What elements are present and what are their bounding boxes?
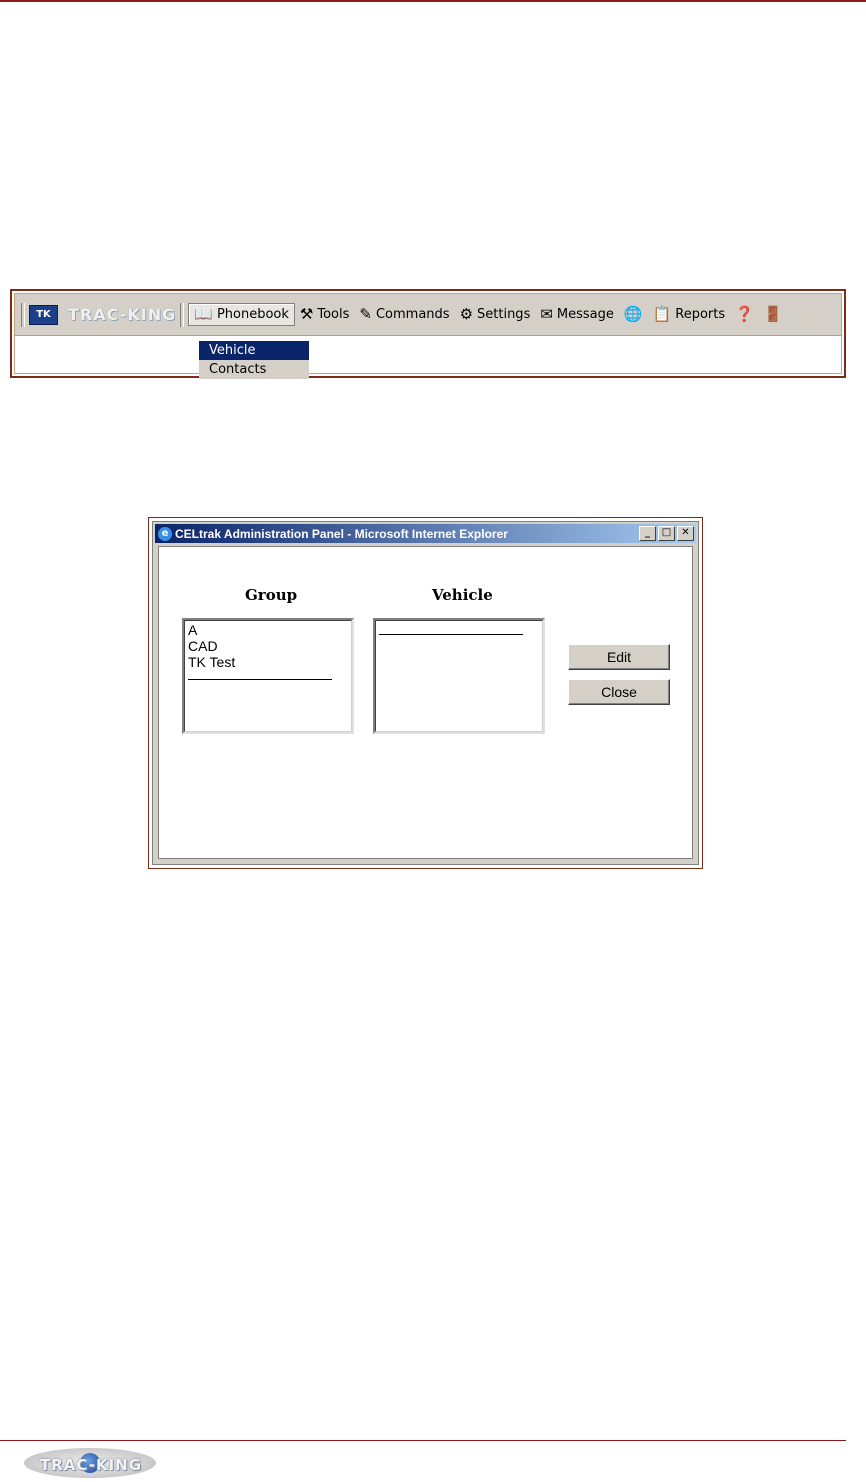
window-client-area xyxy=(158,546,693,859)
window-title: CELtrak Administration Panel - Microsoft Internet Explorer xyxy=(175,526,508,541)
toolbar-exit-button[interactable] xyxy=(759,304,788,325)
window-screenshot xyxy=(148,517,703,869)
trac-king-logo: TRAC-KING xyxy=(68,305,177,324)
exit-icon: 🚪 xyxy=(763,305,783,323)
toolbar-message-button[interactable] xyxy=(535,304,619,325)
bottom-rule xyxy=(0,1440,846,1441)
internet-explorer-icon: e xyxy=(158,527,172,541)
minimize-button[interactable]: _ xyxy=(639,526,656,541)
toolbar-phonebook-button[interactable] xyxy=(188,303,295,326)
group-list-item[interactable]: TK Test xyxy=(188,654,236,670)
settings-icon: ⚙ xyxy=(459,305,474,323)
tools-icon: ⚒ xyxy=(299,305,314,323)
group-heading: Group xyxy=(245,586,298,604)
settings-label: Settings xyxy=(477,307,531,322)
close-button[interactable]: Close xyxy=(568,679,670,705)
footer-logo-text: TRAC-KING xyxy=(40,1456,143,1474)
group-list-item[interactable]: A xyxy=(188,622,198,638)
vehicle-listbox[interactable] xyxy=(373,618,545,734)
phonebook-label: Phonebook xyxy=(216,307,289,322)
help-icon: ❓ xyxy=(735,305,754,323)
reports-label: Reports xyxy=(675,307,726,322)
group-list-separator xyxy=(188,679,332,680)
vehicle-list-separator xyxy=(379,634,523,635)
group-listbox[interactable] xyxy=(182,618,354,734)
toolbar-tools-button[interactable] xyxy=(295,304,354,325)
group-listbox-content xyxy=(184,620,352,732)
window-titlebar xyxy=(155,524,696,543)
toolbar-screenshot xyxy=(10,289,846,378)
tools-label: Tools xyxy=(317,307,350,322)
toolbar-help-button[interactable] xyxy=(730,304,759,325)
commands-icon: ✎ xyxy=(359,305,372,323)
globe-icon: 🌐 xyxy=(623,305,643,323)
toolbar-container xyxy=(14,293,842,377)
phonebook-dropdown-menu xyxy=(199,341,309,379)
toolbar-commands-button[interactable] xyxy=(354,304,454,325)
footer-logo xyxy=(24,1444,158,1480)
toolbar-separator xyxy=(180,303,184,327)
ie-window xyxy=(152,521,699,865)
group-list-item[interactable]: CAD xyxy=(188,638,218,654)
vehicle-heading: Vehicle xyxy=(432,586,493,604)
commands-label: Commands xyxy=(375,307,450,322)
reports-icon: 📋 xyxy=(652,305,672,323)
edit-button[interactable]: Edit xyxy=(568,644,670,670)
top-rule xyxy=(0,0,866,2)
tk-logo-icon: TK xyxy=(29,305,58,325)
toolbar-reports-button[interactable] xyxy=(648,304,731,325)
message-label: Message xyxy=(556,307,614,322)
maximize-button[interactable]: □ xyxy=(658,526,675,541)
toolbar xyxy=(15,294,841,336)
toolbar-settings-button[interactable] xyxy=(455,304,536,325)
vehicle-listbox-content xyxy=(375,620,543,732)
menu-item-vehicle[interactable]: Vehicle xyxy=(199,341,309,360)
phonebook-icon: 📖 xyxy=(194,305,213,323)
close-window-button[interactable]: ✕ xyxy=(677,526,694,541)
toolbar-globe-button[interactable] xyxy=(619,304,648,325)
toolbar-grip xyxy=(21,303,25,327)
menu-item-contacts[interactable]: Contacts xyxy=(199,360,309,379)
message-icon: ✉ xyxy=(540,305,553,323)
